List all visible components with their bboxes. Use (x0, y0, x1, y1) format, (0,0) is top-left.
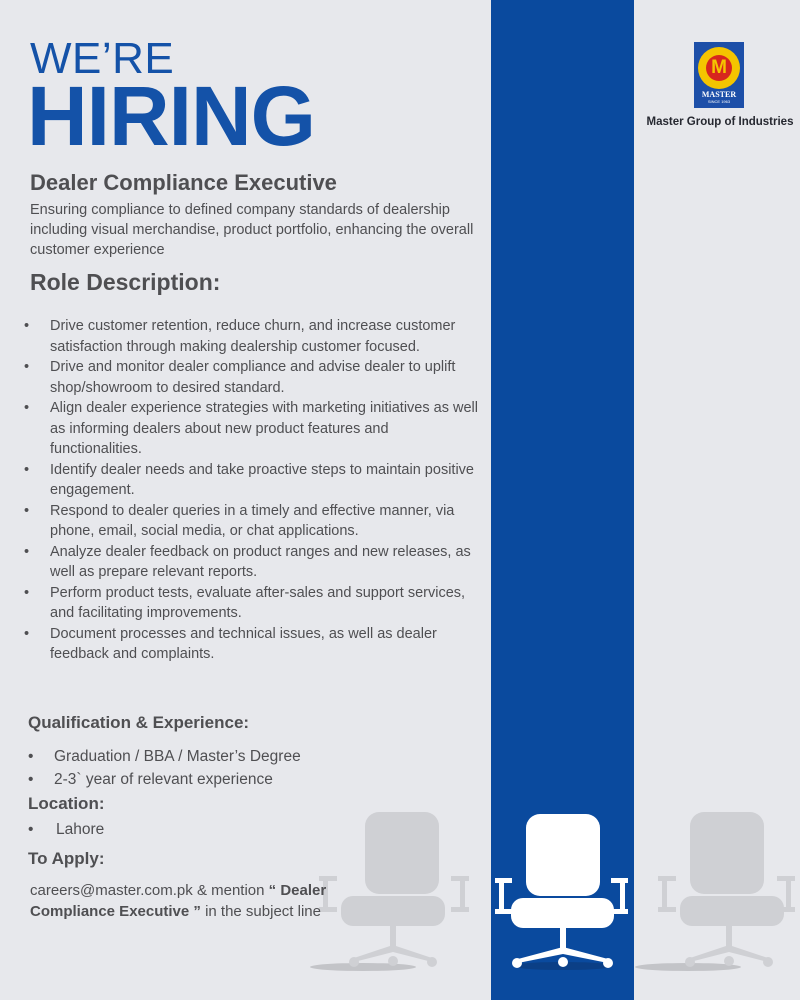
apply-heading: To Apply: (28, 849, 105, 868)
qualification-heading: Qualification & Experience: (28, 713, 250, 732)
bullet: • (24, 584, 30, 601)
qualification-text: 2-3` year of relevant experience (54, 771, 273, 788)
location-heading: Location: (28, 794, 105, 813)
logo-letter: M (706, 55, 732, 81)
duty-text: Identify dealer needs and take proactive steps to maintain positive engagement. (50, 461, 474, 498)
bullet: • (24, 502, 30, 519)
list-item (28, 745, 301, 768)
duty-text: Respond to dealer queries in a timely and effective manner, via phone, email, social media, or chat applications. (50, 502, 455, 539)
bullet: • (24, 400, 30, 416)
location-list (28, 820, 104, 840)
qualification-list (28, 745, 301, 791)
list-item (24, 460, 482, 501)
list-item (24, 624, 482, 665)
logo-since: SINCE 1963 (707, 99, 731, 104)
list-item (24, 583, 482, 624)
bullet: • (28, 821, 34, 838)
apply-tail: in the subject line (200, 903, 321, 920)
list-item (24, 398, 482, 460)
bullet: • (24, 359, 30, 375)
duty-text: Perform product tests, evaluate after-sales and support services, and facilitating improvements. (50, 584, 466, 621)
office-chair-icon (635, 812, 795, 971)
apply-middle: & mention (192, 882, 269, 899)
apply-instructions (30, 880, 410, 922)
bullet: • (24, 543, 30, 560)
logo-word: MASTER (701, 90, 737, 99)
location-text: Lahore (56, 821, 105, 838)
master-logo-icon (694, 42, 744, 108)
office-chair-icon (495, 814, 628, 970)
list-item (24, 501, 482, 542)
bullet: • (24, 461, 30, 478)
list-item (24, 357, 482, 398)
list-item (28, 768, 301, 791)
list-item (24, 542, 482, 583)
job-summary: Ensuring compliance to defined company standards of dealership including visual merchandise, product portfolio, enhancing the overall customer experience (30, 202, 474, 258)
apply-email[interactable]: careers@master.com.pk (30, 882, 193, 899)
duty-text: Drive and monitor dealer compliance and advise dealer to uplift shop/showroom to desired standard. (50, 359, 456, 396)
duty-text: Document processes and technical issues, as well as dealer feedback and complaints. (50, 625, 437, 662)
qualification-text: Graduation / BBA / Master’s Degree (54, 748, 301, 765)
bullet: • (24, 318, 30, 334)
duty-text: Align dealer experience strategies with marketing initiatives as well as informing dealers about new product features and functionalities. (50, 400, 478, 457)
duty-text: Drive customer retention, reduce churn, and increase customer satisfaction through making dealership customer focused. (50, 318, 456, 355)
company-name: Master Group of Industries (646, 116, 794, 128)
duty-text: Analyze dealer feedback on product ranges and new releases, as well as prepare relevant reports. (50, 543, 471, 580)
logo-emblem (698, 47, 740, 89)
apply-subject: “ Dealer Compliance Executive ” (30, 882, 327, 920)
headline-hiring: HIRING (27, 69, 315, 163)
job-title: Dealer Compliance Executive (30, 170, 337, 195)
list-item (28, 820, 104, 840)
bullet: • (28, 748, 34, 765)
list-item (24, 316, 482, 357)
role-description-list (24, 316, 482, 665)
headline-were: WE’RE (30, 34, 175, 83)
role-description-heading: Role Description: (30, 269, 221, 295)
bullet: • (28, 771, 34, 788)
bullet: • (24, 625, 30, 642)
